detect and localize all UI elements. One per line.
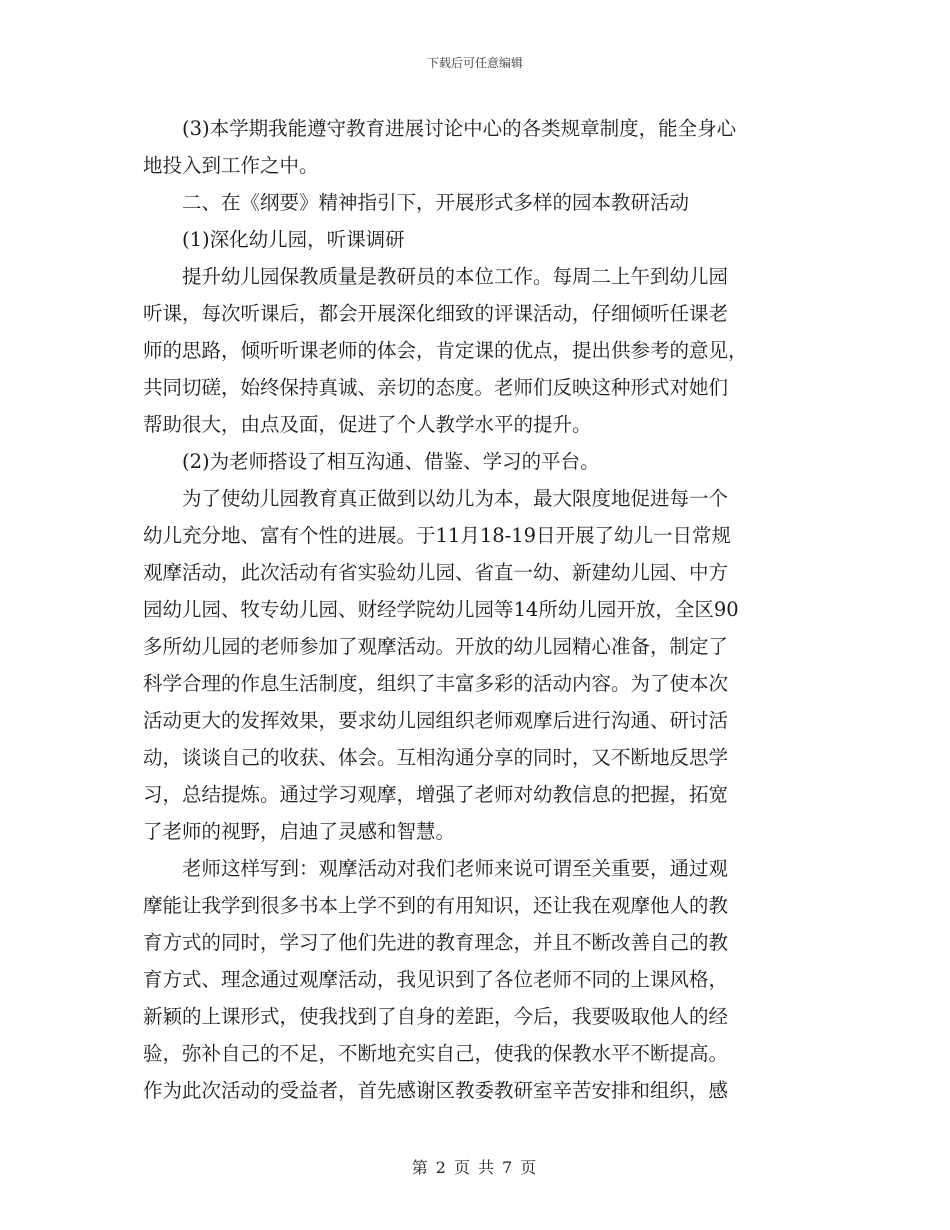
page-footer bbox=[0, 1155, 950, 1178]
paragraph bbox=[143, 110, 803, 184]
text-line: 新颖的上课形式，使我找到了自身的差距，今后，我要吸取他人的经 bbox=[143, 1005, 729, 1028]
text-line: 习，总结提炼。通过学习观摩，增强了老师对幼教信息的把握，拓宽 bbox=[143, 783, 729, 806]
text-line: 育方式的同时，学习了他们先进的教育理念，并且不断改善自己的教 bbox=[143, 931, 729, 954]
document-body bbox=[143, 110, 803, 1109]
text-line: 育方式、理念通过观摩活动，我见识到了各位老师不同的上课风格， bbox=[143, 968, 729, 991]
text-line: 提升幼儿园保教质量是教研员的本位工作。每周二上午到幼儿园 bbox=[182, 265, 729, 288]
text-line: 了老师的视野，启迪了灵感和智慧。 bbox=[143, 820, 456, 843]
text-line: (1)深化幼儿园，听课调研 bbox=[182, 228, 405, 251]
text-line: 帮助很大，由点及面，促进了个人教学水平的提升。 bbox=[143, 413, 592, 436]
page-number: 2 bbox=[435, 1158, 448, 1177]
section-heading bbox=[143, 184, 803, 221]
subsection-heading bbox=[143, 221, 803, 258]
text-line: 园幼儿园、牧专幼儿园、财经学院幼儿园等14所幼儿园开放，全区90 bbox=[143, 598, 739, 621]
paragraph bbox=[143, 850, 803, 1109]
text-line: 科学合理的作息生活制度，组织了丰富多彩的活动内容。为了使本次 bbox=[143, 672, 729, 695]
text-line: (3)本学期我能遵守教育进展讨论中心的各类规章制度，能全身心 bbox=[182, 117, 737, 140]
text-line: 活动更大的发挥效果，要求幼儿园组织老师观摩后进行沟通、研讨活 bbox=[143, 709, 729, 732]
text-line: 地投入到工作之中。 bbox=[143, 154, 319, 177]
text-line: 二、在《纲要》精神指引下，开展形式多样的园本教研活动 bbox=[182, 191, 690, 214]
text-line: 动，谈谈自己的收获、体会。互相沟通分享的同时，又不断地反思学 bbox=[143, 746, 729, 769]
text-line: 共同切磋，始终保持真诚、亲切的态度。老师们反映这种形式对她们 bbox=[143, 376, 729, 399]
footer-ye2: 页 bbox=[520, 1158, 539, 1177]
total-pages: 7 bbox=[502, 1158, 515, 1177]
subsection-heading bbox=[143, 443, 803, 480]
text-line: 验，弥补自己的不足，不断地充实自己，使我的保教水平不断提高。 bbox=[143, 1042, 729, 1065]
page-header: 下载后可任意编辑 bbox=[426, 56, 523, 70]
text-line: 为了使幼儿园教育真正做到以幼儿为本，最大限度地促进每一个 bbox=[182, 487, 729, 510]
text-line: 老师这样写到：观摩活动对我们老师来说可谓至关重要，通过观 bbox=[182, 857, 729, 880]
text-line: 幼儿充分地、富有个性的进展。于11月18-19日开展了幼儿一日常规 bbox=[143, 524, 732, 547]
text-line: 摩能让我学到很多书本上学不到的有用知识，还让我在观摩他人的教 bbox=[143, 894, 729, 917]
footer-ye: 页 bbox=[453, 1158, 472, 1177]
footer-gong: 共 bbox=[478, 1158, 497, 1177]
text-line: (2)为老师搭设了相互沟通、借鉴、学习的平台。 bbox=[182, 450, 600, 473]
text-line: 听课，每次听课后，都会开展深化细致的评课活动，仔细倾听任课老 bbox=[143, 302, 729, 325]
paragraph bbox=[143, 480, 803, 850]
text-line: 观摩活动，此次活动有省实验幼儿园、省直一幼、新建幼儿园、中方 bbox=[143, 561, 729, 584]
text-line: 师的思路，倾听听课老师的体会，肯定课的优点，提出供参考的意见， bbox=[143, 339, 748, 362]
footer-di: 第 bbox=[411, 1158, 430, 1177]
text-line: 作为此次活动的受益者，首先感谢区教委教研室辛苦安排和组织，感 bbox=[143, 1079, 729, 1102]
text-line: 多所幼儿园的老师参加了观摩活动。开放的幼儿园精心准备，制定了 bbox=[143, 635, 729, 658]
paragraph bbox=[143, 258, 803, 443]
